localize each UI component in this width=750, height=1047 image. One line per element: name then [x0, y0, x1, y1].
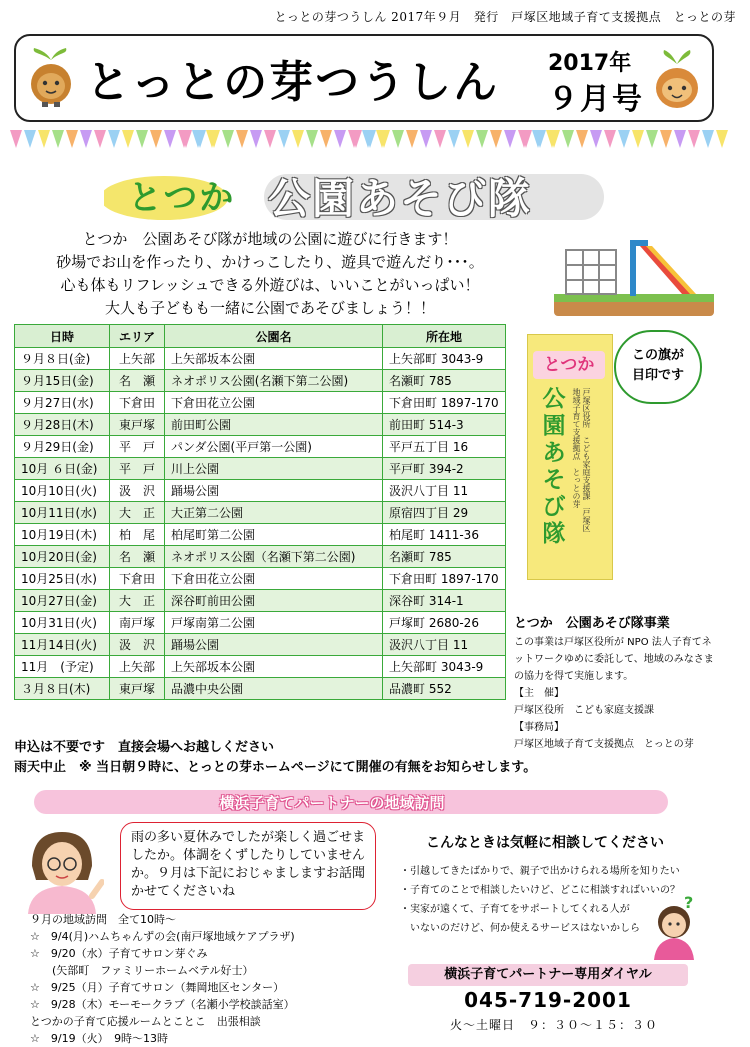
visit-line: (矢部町 ファミリーホームベテル好士）: [30, 964, 254, 977]
table-row: [15, 678, 506, 700]
column-header-address: 所在地: [383, 325, 506, 348]
project-line: 【主 催】: [514, 688, 564, 699]
cell-park: 上矢部坂本公園: [165, 656, 383, 678]
bunting-decoration: [0, 128, 750, 158]
onion-mascot-icon: [648, 50, 706, 112]
cell-date: 11月 (予定): [15, 656, 110, 678]
cell-park: 柏尾町第二公園: [165, 524, 383, 546]
cell-date: ９月15日(金): [15, 370, 110, 392]
cell-area: 名 瀬: [110, 370, 165, 392]
cell-date: ９月29日(金): [15, 436, 110, 458]
cell-address: 名瀬町 785: [383, 370, 506, 392]
cell-park: 大正第二公園: [165, 502, 383, 524]
table-row: [15, 634, 506, 656]
dial-label: 横浜子育てパートナー専用ダイヤル: [408, 964, 688, 986]
cell-park: 品濃中央公園: [165, 678, 383, 700]
table-row: [15, 502, 506, 524]
cell-park: ネオポリス公園（名瀬下第二公園): [165, 546, 383, 568]
cell-area: 下倉田: [110, 392, 165, 414]
notes: [14, 738, 536, 778]
cell-date: 10月10日(火): [15, 480, 110, 502]
table-row: [15, 458, 506, 480]
cell-date: 10月19日(木): [15, 524, 110, 546]
cell-address: 汲沢八丁目 11: [383, 634, 506, 656]
table-row: [15, 590, 506, 612]
cell-address: 名瀬町 785: [383, 546, 506, 568]
banner-title-park-squad: 公園あそび隊: [268, 174, 533, 223]
table-row: [15, 414, 506, 436]
partner-person-illustration: [22, 826, 104, 914]
consult-item: ・引越してきたばかりで、親子で出かけられる場所を知りたい: [400, 866, 680, 877]
callout-line: 目印です: [631, 368, 684, 383]
column-header-park: 公園名: [165, 325, 383, 348]
cell-area: 平 戸: [110, 436, 165, 458]
table-row: [15, 436, 506, 458]
visit-line: ☆ 9/19（火） 9時～13時: [30, 1032, 169, 1045]
phone-number: 045-719-2001: [464, 988, 632, 1012]
cell-address: 原宿四丁目 29: [383, 502, 506, 524]
cell-address: 汲沢八丁目 11: [383, 480, 506, 502]
banner-title-totsuka: とつか: [128, 178, 236, 218]
cell-address: 平戸五丁目 16: [383, 436, 506, 458]
table-row: [15, 392, 506, 414]
intro-line: とつか 公園あそび隊が地域の公園に遊びに行きます！: [82, 230, 458, 248]
cell-park: 前田町公園: [165, 414, 383, 436]
cell-area: 南戸塚: [110, 612, 165, 634]
cell-date: 10月20日(金): [15, 546, 110, 568]
column-header-area: エリア: [110, 325, 165, 348]
partner-section-title: 横浜子育てパートナーの地域訪問: [219, 794, 445, 812]
note-no-application: 申込は不要です 直接会場へお越しください: [14, 740, 275, 755]
visit-line: ９月の地域訪問 全て10時～: [30, 913, 176, 926]
consult-item: ・実家が遠くて、子育てをサポートしてくれる人が: [400, 904, 630, 915]
cell-park: 踊場公園: [165, 480, 383, 502]
cell-area: 柏 尾: [110, 524, 165, 546]
column-header-date: 日時: [15, 325, 110, 348]
cell-date: ３月８日(木): [15, 678, 110, 700]
cell-date: 10月31日(火): [15, 612, 110, 634]
partner-speech-bubble: 雨の多い夏休みでしたが楽しく過ごせましたか。体調をくずしたりしていませんか。９月は下記におじゃましますお話聞かせてくださいね: [120, 822, 376, 910]
note-rain: 雨天中止 ※ 当日朝９時に、とっとの芽ホームページにて開催の有無をお知らせします。: [14, 760, 537, 775]
cell-park: パンダ公園(平戸第一公園): [165, 436, 383, 458]
intro-text: [20, 228, 520, 320]
table-header-row: [15, 325, 506, 348]
cell-date: 10月27日(金): [15, 590, 110, 612]
table-row: [15, 612, 506, 634]
cell-address: 深谷町 314-1: [383, 590, 506, 612]
cell-area: 平 戸: [110, 458, 165, 480]
issue-month: ９月号: [548, 82, 644, 117]
consult-title: こんなときは気軽に相談してください: [426, 835, 664, 851]
schedule-table: [14, 324, 506, 700]
intro-line: 大人も子どもも一緒に公園であそびましょう！！: [104, 299, 435, 317]
project-line: 戸塚区地域子育て支援拠点 とっとの芽: [514, 739, 694, 750]
cell-address: 上矢部町 3043-9: [383, 348, 506, 370]
onion-mascot-icon: [22, 46, 80, 108]
table-row: [15, 370, 506, 392]
cell-park: ネオポリス公園(名瀬下第二公園): [165, 370, 383, 392]
cell-area: 大 正: [110, 590, 165, 612]
cell-park: 下倉田花立公園: [165, 392, 383, 414]
newsletter-title: とっとの芽つうしん: [86, 57, 500, 108]
cell-park: 川上公園: [165, 458, 383, 480]
header-topline: とっとの芽つうしん 2017年９月 発行 戸塚区地域子育て支援拠点 とっとの芽: [274, 10, 736, 24]
project-description: [514, 634, 720, 753]
project-line: 戸塚区役所 こども家庭支援課: [514, 705, 654, 716]
visit-line: ☆ 9/20（水）子育てサロン芽ぐみ: [30, 947, 208, 960]
intro-line: 砂場でお山を作ったり、かけっこしたり、遊具で遊んだり･･･。: [56, 253, 484, 271]
cell-date: ９月８日(金): [15, 348, 110, 370]
cell-address: 前田町 514-3: [383, 414, 506, 436]
flag-badge: とつか: [533, 351, 605, 379]
cell-address: 品濃町 552: [383, 678, 506, 700]
visit-line: ☆ 9/28（木）モーモークラブ（名瀬小学校談話室）: [30, 998, 295, 1011]
cell-park: 深谷町前田公園: [165, 590, 383, 612]
consult-item: ・子育てのことで相談したいけど、どこに相談すればいいの？: [400, 885, 680, 896]
table-row: [15, 568, 506, 590]
svg-text:?: ?: [684, 894, 694, 912]
flag-callout-bubble: [614, 330, 702, 404]
cell-park: 下倉田花立公園: [165, 568, 383, 590]
table-row: [15, 524, 506, 546]
cell-address: 下倉田町 1897-170: [383, 568, 506, 590]
visit-line: ☆ 9/4(月)ハムちゃんずの会(南戸塚地域ケアプラザ): [30, 930, 295, 943]
cell-area: 上矢部: [110, 348, 165, 370]
table-row: [15, 546, 506, 568]
cell-address: 上矢部町 3043-9: [383, 656, 506, 678]
visit-line: とつかの子育て応援ルームとことこ 出張相談: [30, 1015, 261, 1028]
flag-organizers: 戸塚区役所 こども家庭支援課 戸塚区地域子育て支援拠点 とっとの芽: [572, 388, 591, 532]
cell-park: 上矢部坂本公園: [165, 348, 383, 370]
visit-schedule: [30, 911, 295, 1047]
cell-area: 東戸塚: [110, 414, 165, 436]
cell-date: 10月 ６日(金): [15, 458, 110, 480]
cell-address: 下倉田町 1897-170: [383, 392, 506, 414]
project-line: この事業は戸塚区役所が NPO 法人子育てネットワークゆめに委託して、地域のみなさまの協力を得て実施します。: [514, 637, 714, 682]
cell-area: 東戸塚: [110, 678, 165, 700]
flag-vertical-title: 公園あそび隊: [542, 386, 566, 547]
dial-hours: 火～土曜日 ９：３０～１５：３０: [450, 1018, 659, 1032]
cell-park: 戸塚南第二公園: [165, 612, 383, 634]
thinking-girl-illustration: [648, 894, 704, 960]
cell-date: 10月25日(水): [15, 568, 110, 590]
consult-item: いないのだけど、何か使えるサービスはないかしら: [400, 923, 640, 934]
table-row: [15, 656, 506, 678]
project-title: とつか 公園あそび隊事業: [514, 616, 670, 631]
cell-area: 名 瀬: [110, 546, 165, 568]
callout-line: この旗が: [631, 348, 684, 363]
cell-area: 大 正: [110, 502, 165, 524]
cell-area: 汲 沢: [110, 480, 165, 502]
cell-address: 平戸町 394-2: [383, 458, 506, 480]
cell-address: 柏尾町 1411-36: [383, 524, 506, 546]
table-row: [15, 348, 506, 370]
visit-line: ☆ 9/25（月）子育てサロン（舞岡地区センター）: [30, 981, 285, 994]
cell-area: 汲 沢: [110, 634, 165, 656]
table-row: [15, 480, 506, 502]
cell-date: ９月28日(木): [15, 414, 110, 436]
cell-area: 上矢部: [110, 656, 165, 678]
cell-date: 11月14日(火): [15, 634, 110, 656]
intro-line: 心も体もリフレッシュできる外遊びは、いいことがいっぱい！: [60, 276, 480, 294]
playground-illustration: [554, 232, 714, 316]
cell-date: ９月27日(水): [15, 392, 110, 414]
cell-area: 下倉田: [110, 568, 165, 590]
cell-address: 戸塚町 2680-26: [383, 612, 506, 634]
cell-park: 踊場公園: [165, 634, 383, 656]
cell-date: 10月11日(水): [15, 502, 110, 524]
project-line: 【事務局】: [514, 722, 564, 733]
issue-year: 2017年: [548, 51, 632, 76]
